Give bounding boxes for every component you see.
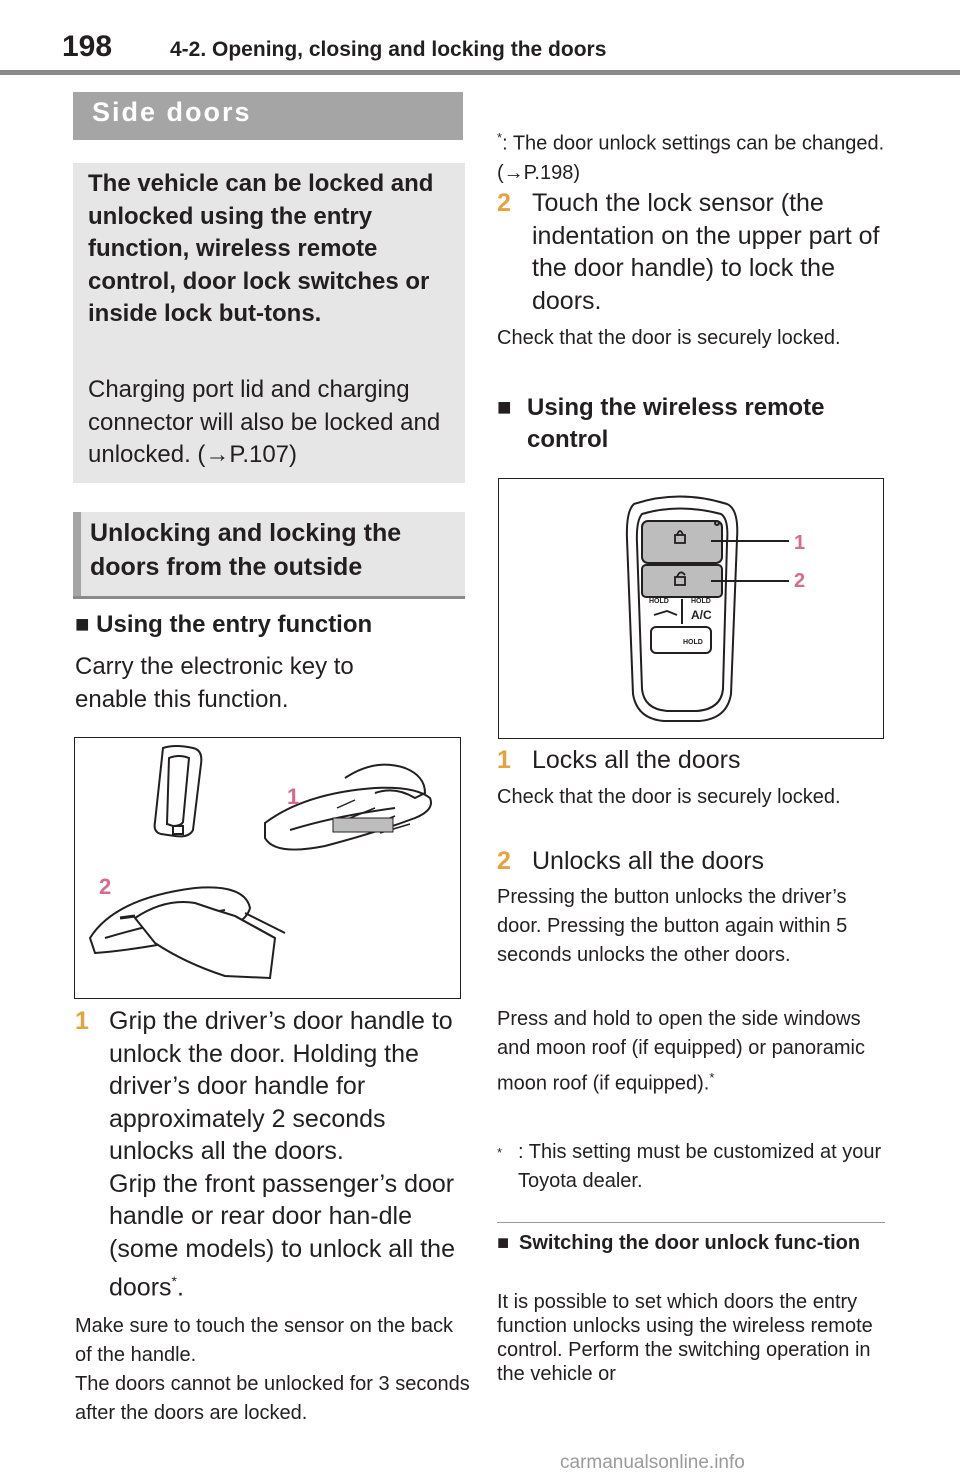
remote-item-2-note-1: Pressing the button unlocks the driver’s door. Pressing the button again within 5 seconds unlocks the other doors. [497,886,848,966]
watermark: carmanualsonline.info [560,1452,745,1473]
unlock-section-title: Unlocking and locking the doors from the outside [90,519,402,581]
switching-heading: ■ Switching the door unlock func-tion [497,1232,861,1254]
intro-text: Charging port lid and charging connector will also be locked and unlocked. (→P.107) [88,376,441,468]
smart-key-illustration [499,479,882,737]
section-rule [497,1222,885,1223]
square-bullet-icon: ■ [497,1232,510,1254]
figure-label-1: 1 [287,784,300,809]
hold-label-3: HOLD [683,639,703,646]
ac-label: A/C [691,608,712,622]
figure-label-2: 2 [99,874,112,899]
entry-intro: Carry the electronic key to enable this function. [75,653,354,713]
remote-item-1: 1 Locks all the doors [497,744,882,777]
entry-function-figure [74,737,461,999]
unlock-section-rule [73,596,465,599]
entry-step-2 [497,187,882,317]
remote-label-1: 1 [794,532,806,554]
hold-label-2: HOLD [691,598,711,605]
remote-item-2-note-2: Press and hold to open the side windows and moon roof (if equipped) or panoramic moon roof (if equipped).* [497,1008,865,1095]
entry-footnote: *: The door unlock settings can be changed. (→P.198) [497,130,885,184]
section-title: 4-2. Opening, closing and locking the doors [170,38,607,61]
remote-label-2: 2 [794,570,806,592]
header-rule [0,70,960,75]
step-number: 1 [497,746,511,774]
step-1-text-2: Grip the front passenger’s door handle or rear door han-dle (some models) to unlock all the doors*. [109,1169,455,1302]
remote-item-1-note: Check that the door is securely locked. [497,786,841,808]
remote-control-figure [498,478,884,739]
page-number: 198 [62,30,113,63]
side-doors-title: Side doors [92,97,252,127]
remote-item-2: 2 Unlocks all the doors [497,845,882,878]
hold-label-1: HOLD [649,598,669,605]
entry-note-2: The doors cannot be unlocked for 3 seconds after the doors are locked. [75,1373,470,1424]
entry-heading: ■ Using the entry function [75,611,373,638]
step-2-text: Touch the lock sensor (the indentation on the upper part of the door handle) to lock the doors. [532,189,880,315]
remote-footnote: * : This setting must be customized at your Toyota dealer. [497,1141,882,1192]
step-number: 1 [75,1007,89,1035]
remote-heading: ■ Using the wireless remote control [497,392,882,456]
intro-bold-text: The vehicle can be locked and unlocked using the entry function, wireless remote control, door lock switches or inside lock but-tons. [88,170,434,327]
entry-step-1 [75,1005,465,1304]
square-bullet-icon: ■ [497,394,512,421]
step-number: 2 [497,847,511,875]
square-bullet-icon: ■ [75,611,90,638]
entry-step-2-note: Check that the door is securely locked. [497,327,841,349]
switching-text: It is possible to set which doors the entry function unlocks using the wireless remote control. Perform the switching operation in the vehicle or [497,1291,873,1385]
step-1-text: Grip the driver’s door handle to unlock the door. Holding the driver’s door handle for approximately 2 seconds unlocks all the doors. [109,1007,453,1165]
step-number: 2 [497,189,511,217]
door-handle-illustration [75,738,459,997]
entry-note-1: Make sure to touch the sensor on the back of the handle. [75,1315,453,1366]
